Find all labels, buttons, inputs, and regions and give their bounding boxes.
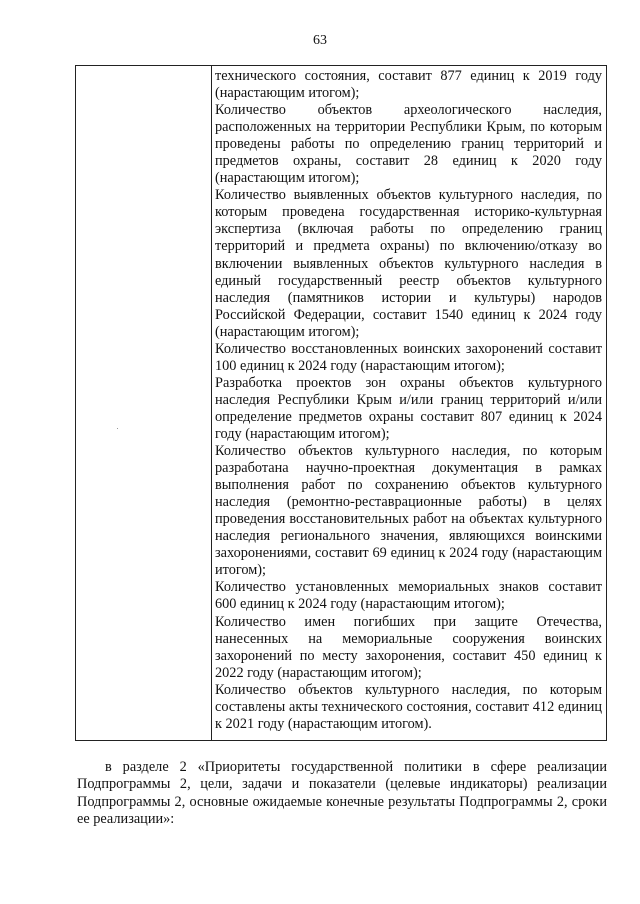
indicator-paragraph: Количество объектов археологического наследия, расположенных на территории Республики Крым, по которым проведены работы по определению границ территорий и предметов охраны, составит 28 единиц к 2020 году (нарастающим итогом); [215, 102, 602, 187]
indicator-paragraph: технического состояния, составит 877 единиц к 2019 году (нарастающим итогом); [215, 68, 602, 102]
indicators-table [75, 65, 607, 741]
indicator-paragraph: Количество объектов культурного наследия, по которым разработана научно-проектная документация в рамках выполнения работ по сохранению объектов культурного наследия (ремонтно-реставрационные работы) в целях проведения восстановительных работ на объектах культурного наследия регионального значения, являющихся воинскими захоронениями, составит 69 единиц к 2024 году (нарастающим итогом); [215, 443, 602, 579]
indicator-paragraph: Количество имен погибших при защите Отечества, нанесенных на мемориальные сооружения воинских захоронений по месту захоронения, составит 450 единиц к 2022 году (нарастающим итогом); [215, 613, 602, 681]
indicator-paragraph: Количество выявленных объектов культурного наследия, по которым проведена государственная историко-культурная экспертиза (включая работы по определению границ территорий и предмета охраны) по включению/отказу во включении выявленных объектов культурного наследия в единый государственный реестр объектов культурного наследия (памятников истории и культуры) народов Российской Федерации, составит 1540 единиц к 2024 году (нарастающим итогом); [215, 187, 602, 340]
indicators-cell [215, 68, 602, 733]
indicator-paragraph: Разработка проектов зон охраны объектов культурного наследия Республики Крым и/или границ территорий и/или определение предметов охраны составит 807 единиц к 2024 году (нарастающим итогом); [215, 374, 602, 442]
scan-speck [117, 428, 118, 429]
page-number: 63 [313, 33, 327, 48]
column-divider [211, 66, 212, 740]
indicator-paragraph: Количество установленных мемориальных знаков составит 600 единиц к 2024 году (нарастающим итогом); [215, 579, 602, 613]
section-text: в разделе 2 «Приоритеты государственной политики в сфере реализации Подпрограммы 2, цели, задачи и показатели (целевые индикаторы) реализации Подпрограммы 2, основные ожидаемые конечные результаты Подпрограммы 2, сроки ее реализации»: [77, 759, 607, 827]
indicator-paragraph: Количество восстановленных воинских захоронений составит 100 единиц к 2024 году (нарастающим итогом); [215, 340, 602, 374]
indicator-paragraph: Количество объектов культурного наследия, по которым составлены акты технического состояния, составит 412 единиц к 2021 году (нарастающим итогом). [215, 681, 602, 732]
